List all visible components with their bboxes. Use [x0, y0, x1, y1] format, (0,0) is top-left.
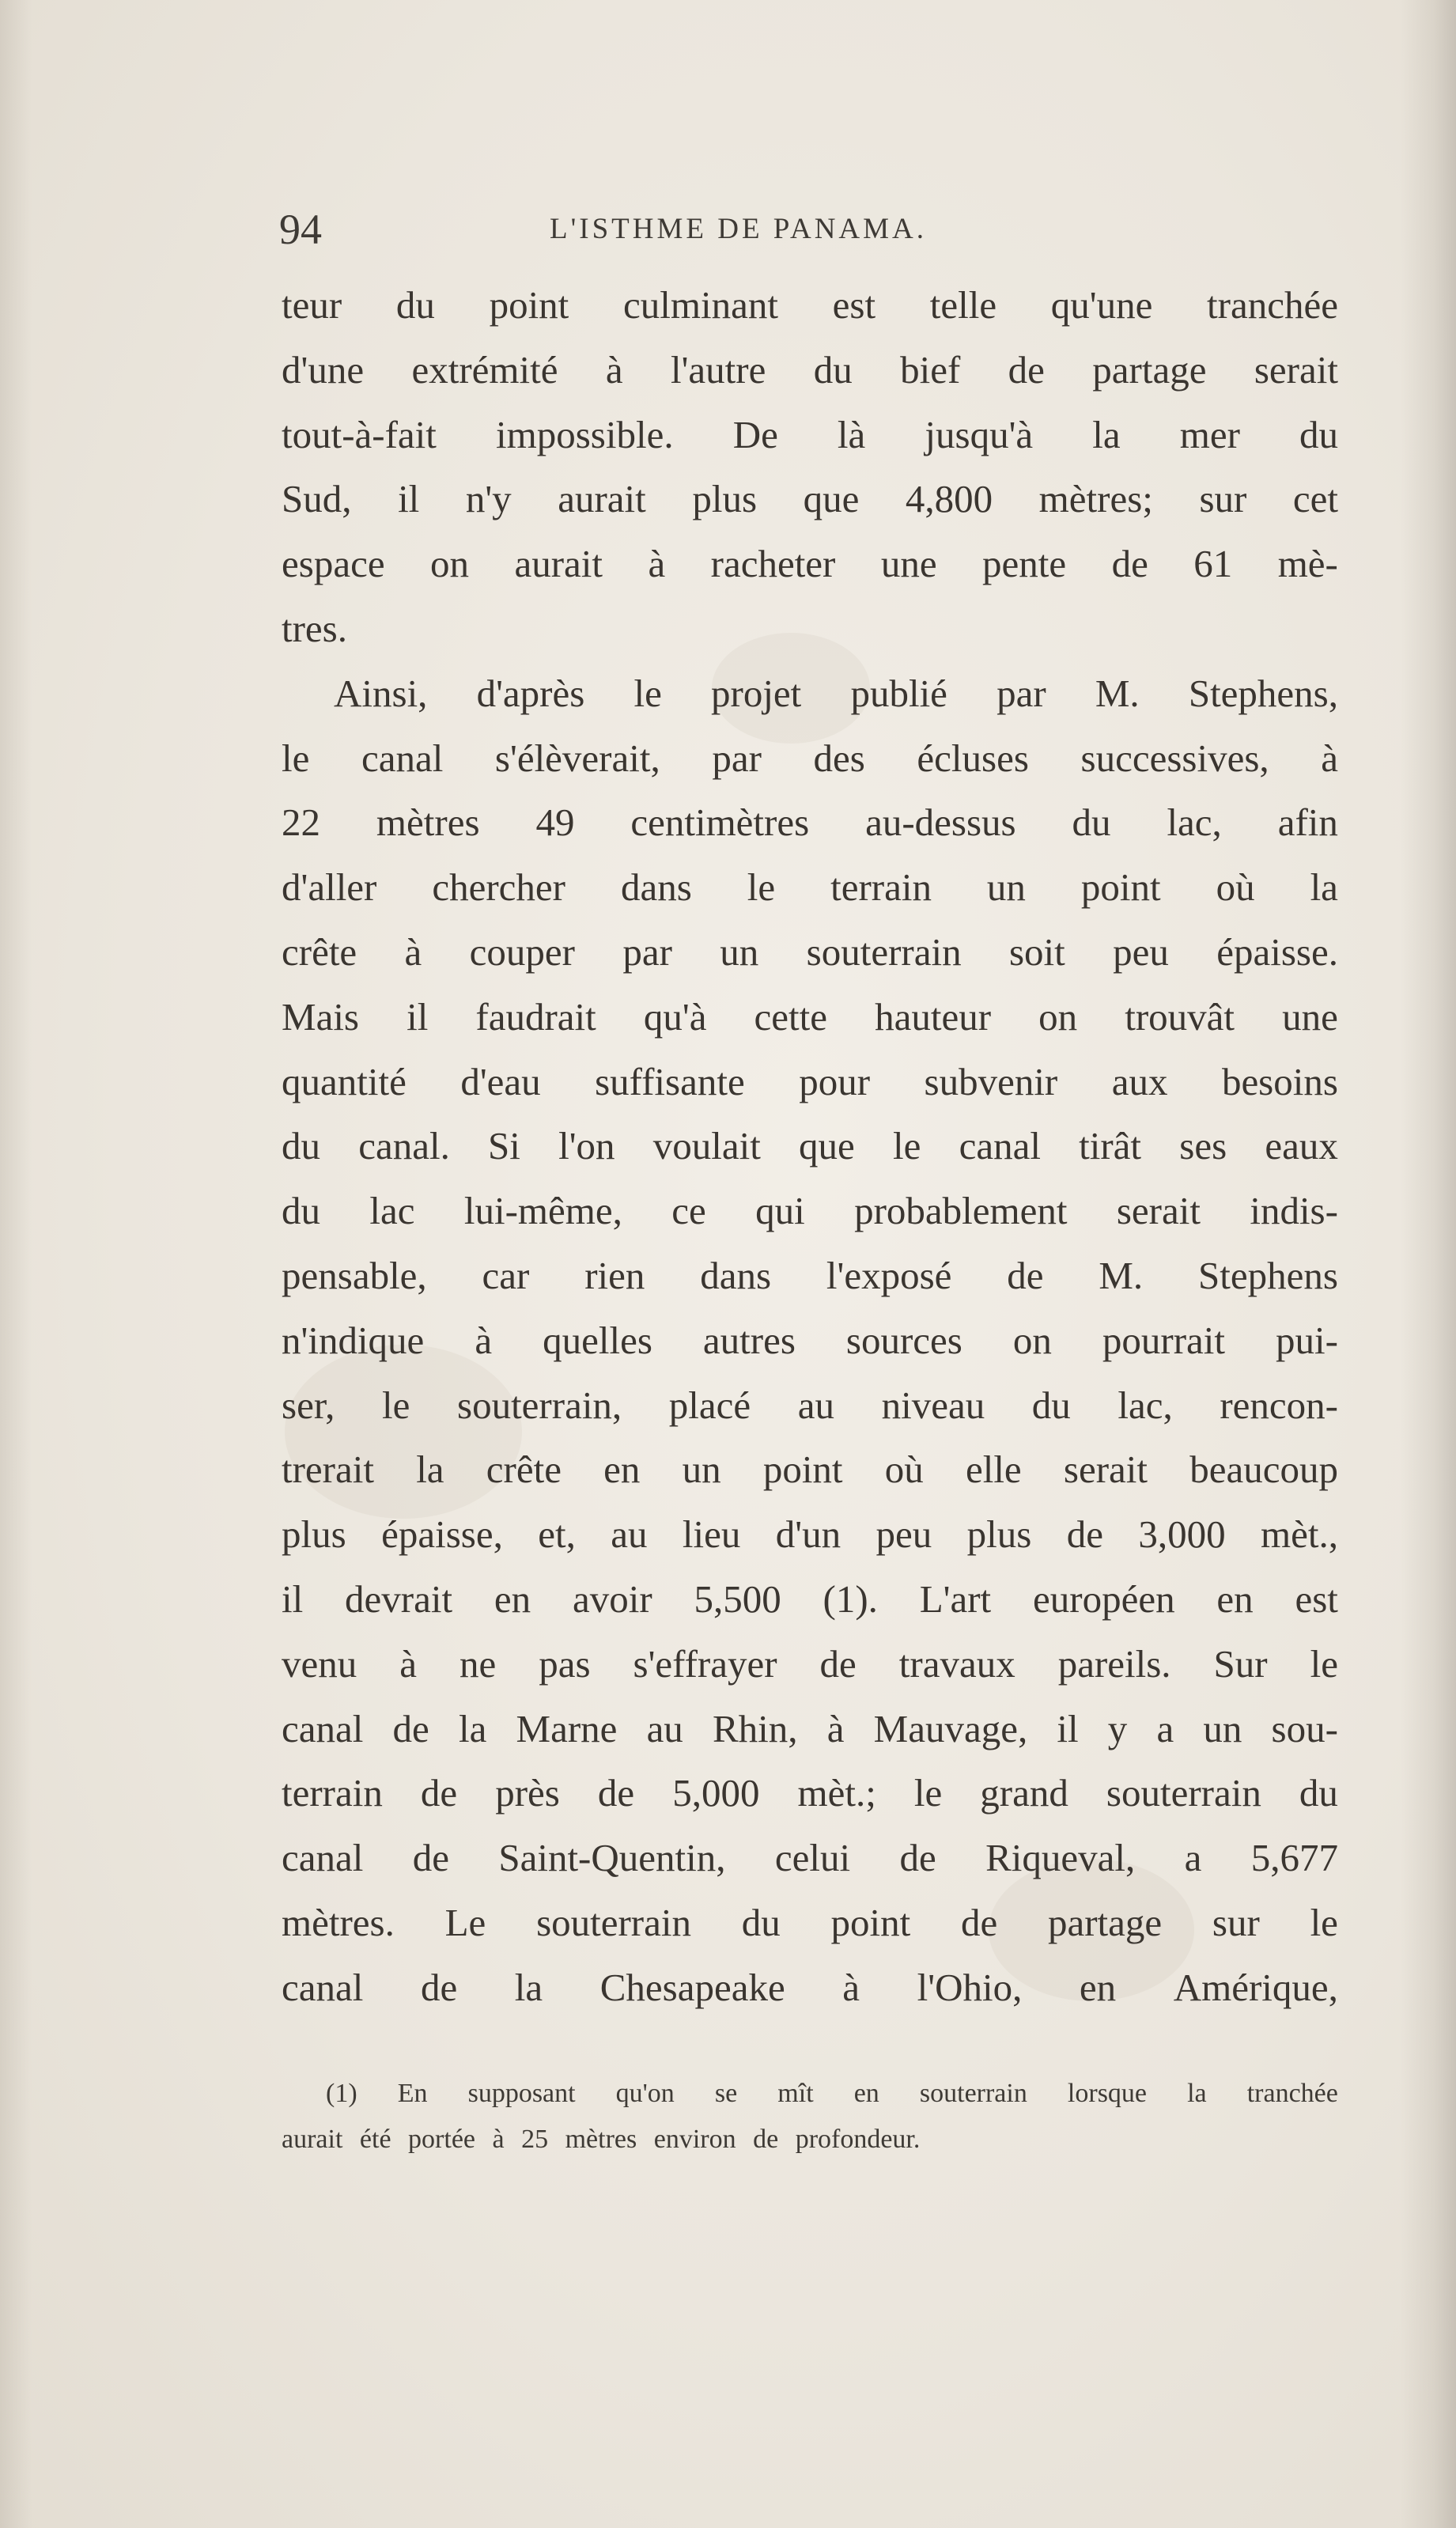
word: le: [382, 1383, 410, 1427]
word: Mais: [282, 994, 359, 1039]
word: aurait: [514, 542, 603, 586]
word: 3,000: [1138, 1512, 1226, 1557]
running-header: [279, 198, 1339, 261]
word: celui: [774, 1836, 851, 1880]
text-line: [282, 1050, 1338, 1115]
word: à: [648, 542, 666, 586]
word: lui-même,: [463, 1189, 622, 1233]
text-line: [282, 403, 1338, 467]
text-line: [282, 855, 1338, 920]
word: d'après: [476, 671, 585, 715]
word: de: [420, 1965, 458, 2009]
word: lieu: [682, 1512, 741, 1557]
word: la: [416, 1448, 444, 1492]
word: un: [1203, 1706, 1242, 1750]
word: été: [359, 2125, 391, 2154]
word: que: [799, 1124, 855, 1168]
word: tirât: [1079, 1124, 1142, 1168]
word: peu: [875, 1512, 932, 1557]
word: souterrain: [1106, 1771, 1261, 1815]
word: grand: [980, 1771, 1068, 1815]
word: Stephens: [1198, 1253, 1338, 1297]
word: cette: [754, 994, 828, 1039]
word: à: [1321, 736, 1338, 780]
footnote-line: [282, 2071, 1338, 2117]
word: une: [1282, 994, 1338, 1039]
word: Marne: [516, 1706, 618, 1750]
word: 25: [521, 2125, 549, 2154]
word: ser,: [282, 1383, 335, 1427]
word: le: [913, 1771, 943, 1815]
word: à: [404, 929, 422, 974]
word: de: [597, 1771, 635, 1815]
word: tres.: [282, 606, 347, 650]
word: teur: [282, 283, 342, 327]
word: qui: [755, 1189, 805, 1233]
word: épaisse,: [381, 1512, 503, 1557]
word: crête: [282, 929, 357, 974]
word: à: [842, 1965, 860, 2009]
word: la: [1187, 2079, 1207, 2108]
word: de: [899, 1836, 936, 1880]
word: supposant: [467, 2079, 576, 2108]
word: l'Ohio,: [917, 1965, 1023, 2009]
word: tranchée: [1207, 283, 1338, 327]
word: environ: [653, 2125, 736, 2154]
text-line: [282, 1502, 1338, 1567]
word: il: [407, 994, 429, 1039]
word: de: [960, 1900, 998, 1944]
word: espace: [282, 542, 385, 586]
word: épaisse.: [1216, 929, 1338, 974]
word: chercher: [432, 865, 565, 910]
word: terrain: [282, 1771, 383, 1815]
word: mer: [1179, 412, 1240, 456]
text-line: [282, 1890, 1338, 1955]
word: trerait: [282, 1448, 374, 1492]
word: d'une: [282, 347, 365, 392]
word: 5,500: [694, 1576, 781, 1621]
word: Sud,: [282, 477, 352, 521]
word: pareils.: [1057, 1641, 1171, 1686]
word: mètres;: [1038, 477, 1153, 521]
text-line: [282, 1826, 1338, 1890]
word: quantité: [282, 1059, 407, 1103]
text-line: [282, 1308, 1338, 1373]
word: canal: [282, 1706, 364, 1750]
word: aurait: [558, 477, 646, 521]
word: européen: [1033, 1576, 1175, 1621]
word: publié: [850, 671, 947, 715]
word: Ainsi,: [334, 671, 428, 715]
word: et,: [538, 1512, 576, 1557]
word: mètres: [565, 2125, 637, 2154]
word: canal.: [358, 1124, 450, 1168]
word: que: [803, 477, 860, 521]
footnote: [282, 2071, 1338, 2163]
word: pensable,: [282, 1253, 427, 1297]
word: la: [458, 1706, 487, 1750]
word: venu: [282, 1641, 357, 1686]
text-line: [282, 467, 1338, 532]
word: cet: [1292, 477, 1338, 521]
word: l'on: [558, 1124, 615, 1168]
text-line: [282, 273, 1338, 338]
word: on: [1012, 1318, 1052, 1362]
word: ses: [1179, 1124, 1227, 1168]
word: avoir: [572, 1576, 652, 1621]
word: L'art: [919, 1576, 992, 1621]
word: mè-: [1277, 542, 1338, 586]
word: d'un: [775, 1512, 841, 1557]
word: aurait: [282, 2125, 343, 2154]
footnote-line: [282, 2117, 1338, 2163]
word: canal: [959, 1124, 1041, 1168]
text-line: [282, 596, 1338, 661]
text-line: [282, 726, 1338, 791]
word: l'exposé: [826, 1253, 952, 1297]
word: a: [1156, 1706, 1174, 1750]
word: probablement: [854, 1189, 1068, 1233]
word: point: [489, 283, 569, 327]
word: la: [514, 1965, 543, 2009]
word: lorsque: [1067, 2079, 1148, 2108]
word: le: [747, 865, 776, 910]
page-number: 94: [279, 206, 322, 253]
word: Riqueval,: [985, 1836, 1136, 1880]
word: de: [1007, 1253, 1044, 1297]
word: n'indique: [282, 1318, 425, 1362]
word: besoins: [1221, 1059, 1338, 1103]
word: un: [682, 1448, 721, 1492]
word: n'y: [465, 477, 512, 521]
word: le: [1310, 1900, 1338, 1944]
word: de: [1111, 542, 1148, 586]
word: Sur: [1213, 1641, 1268, 1686]
word: le: [893, 1124, 921, 1168]
word: un: [720, 929, 759, 974]
word: pour: [799, 1059, 871, 1103]
word: du: [741, 1900, 781, 1944]
word: quelles: [543, 1318, 652, 1362]
word: Mauvage,: [873, 1706, 1028, 1750]
word: rencon-: [1220, 1383, 1338, 1427]
word: sur: [1199, 477, 1247, 521]
word: Rhin,: [712, 1706, 798, 1750]
word: dans: [700, 1253, 772, 1297]
word: il: [398, 477, 420, 521]
word: canal: [282, 1965, 364, 2009]
text-line: [282, 1567, 1338, 1632]
word: du: [282, 1124, 320, 1168]
word: se: [714, 2079, 738, 2108]
word: où: [884, 1448, 924, 1492]
word: 4,800: [905, 477, 993, 521]
word: peu: [1113, 929, 1169, 974]
word: Si: [488, 1124, 520, 1168]
word: niveau: [881, 1383, 985, 1427]
word: la: [1310, 865, 1338, 910]
word: il: [1057, 1706, 1079, 1750]
word: serait: [1063, 1448, 1148, 1492]
word: d'aller: [282, 865, 377, 910]
word: une: [880, 542, 937, 586]
text-line: [282, 1437, 1338, 1502]
word: du: [1299, 412, 1338, 456]
word: là: [837, 412, 866, 456]
word: indis-: [1250, 1189, 1338, 1233]
word: par: [712, 736, 762, 780]
word: bief: [900, 347, 961, 392]
word: le: [633, 671, 662, 715]
word: le: [282, 736, 310, 780]
word: En: [397, 2079, 428, 2108]
word: à: [492, 2125, 505, 2154]
word: ne: [459, 1641, 497, 1686]
word: en: [603, 1448, 641, 1492]
word: de: [753, 2125, 779, 2154]
word: soit: [1008, 929, 1065, 974]
text-line: [282, 338, 1338, 403]
word: s'élèverait,: [494, 736, 660, 780]
word: par: [622, 929, 672, 974]
word: pas: [539, 1641, 591, 1686]
word: dans: [620, 865, 692, 910]
word: pui-: [1276, 1318, 1338, 1362]
word: hauteur: [875, 994, 992, 1039]
word: point: [1080, 865, 1161, 910]
word: serait: [1254, 347, 1338, 392]
text-line: [282, 1114, 1338, 1179]
word: un: [986, 865, 1026, 910]
word: est: [832, 283, 876, 327]
word: de: [819, 1641, 857, 1686]
word: impossible.: [496, 412, 674, 456]
word: de: [1066, 1512, 1103, 1557]
word: Le: [444, 1900, 486, 1944]
word: en: [853, 2079, 879, 2108]
word: lac,: [1167, 800, 1222, 845]
word: eaux: [1265, 1124, 1338, 1168]
word: souterrain: [919, 2079, 1027, 2108]
word: point: [830, 1900, 911, 1944]
body-text: [282, 273, 1338, 2020]
text-line: [282, 661, 1338, 726]
word: souterrain: [536, 1900, 691, 1944]
word: au: [797, 1383, 834, 1427]
word: on: [430, 542, 470, 586]
word: par: [997, 671, 1046, 715]
word: ce: [671, 1189, 706, 1233]
word: successives,: [1080, 736, 1269, 780]
word: de: [392, 1706, 429, 1750]
word: on: [1038, 994, 1078, 1039]
word: sur: [1212, 1900, 1260, 1944]
word: en: [494, 1576, 531, 1621]
word: de: [420, 1771, 458, 1815]
word: à: [475, 1318, 493, 1362]
word: 5,000: [672, 1771, 760, 1815]
text-line: [282, 1955, 1338, 2020]
word: profondeur.: [795, 2125, 921, 2154]
word: culminant: [622, 283, 778, 327]
text-line: [282, 532, 1338, 596]
word: beaucoup: [1189, 1448, 1338, 1492]
word: sources: [845, 1318, 962, 1362]
word: Amérique,: [1173, 1965, 1338, 2009]
word: centimètres: [630, 800, 810, 845]
word: devrait: [345, 1576, 453, 1621]
word: à: [826, 1706, 845, 1750]
running-title: L'ISTHME DE PANAMA.: [550, 213, 928, 245]
word: faudrait: [475, 994, 596, 1039]
word: qu'on: [615, 2079, 675, 2108]
word: Chesapeake: [599, 1965, 785, 2009]
word: subvenir: [924, 1059, 1058, 1103]
word: trouvât: [1125, 994, 1235, 1039]
word: car: [482, 1253, 530, 1297]
word: mèt.,: [1260, 1512, 1338, 1557]
word: des: [813, 736, 865, 780]
word: racheter: [710, 542, 836, 586]
text-line: [282, 1761, 1338, 1826]
word: jusqu'à: [925, 412, 1034, 456]
word: voulait: [652, 1124, 761, 1168]
word: telle: [929, 283, 997, 327]
word: extrémité: [411, 347, 558, 392]
word: autres: [702, 1318, 796, 1362]
word: 61: [1193, 542, 1233, 586]
word: partage: [1092, 347, 1207, 392]
word: Saint-Quentin,: [498, 1836, 726, 1880]
word: mètres.: [282, 1900, 395, 1944]
word: du: [282, 1189, 320, 1233]
word: sou-: [1271, 1706, 1338, 1750]
word: terrain: [830, 865, 932, 910]
text-line: [282, 920, 1338, 985]
word: à: [605, 347, 623, 392]
word: où: [1216, 865, 1255, 910]
word: point: [762, 1448, 843, 1492]
word: pourrait: [1102, 1318, 1226, 1362]
text-line: [282, 985, 1338, 1050]
word: de: [1008, 347, 1045, 392]
text-line: [282, 1179, 1338, 1243]
word: 5,677: [1250, 1836, 1338, 1880]
text-line: [282, 790, 1338, 855]
word: lac,: [1118, 1383, 1173, 1427]
word: qu'à: [643, 994, 707, 1039]
word: plus: [282, 1512, 346, 1557]
word: tranchée: [1246, 2079, 1338, 2108]
word: suffisante: [595, 1059, 745, 1103]
word: afin: [1277, 800, 1338, 845]
word: (1).: [823, 1576, 878, 1621]
word: rien: [584, 1253, 645, 1297]
word: du: [395, 283, 435, 327]
word: écluses: [917, 736, 1029, 780]
word: d'eau: [460, 1059, 541, 1103]
word: mît: [777, 2079, 814, 2108]
word: du: [1299, 1771, 1338, 1815]
word: M.: [1099, 1253, 1144, 1297]
word: 49: [535, 800, 575, 845]
text-line: [282, 1632, 1338, 1697]
word: tout-à-fait: [282, 412, 437, 456]
word: souterrain: [806, 929, 962, 974]
word: pente: [982, 542, 1067, 586]
word: la: [1092, 412, 1121, 456]
word: (1): [326, 2079, 357, 2108]
word: s'effrayer: [633, 1641, 777, 1686]
word: à: [399, 1641, 417, 1686]
word: canal: [361, 736, 444, 780]
word: le: [1310, 1641, 1338, 1686]
word: couper: [469, 929, 575, 974]
word: plus: [692, 477, 758, 521]
word: placé: [668, 1383, 751, 1427]
word: l'autre: [670, 347, 766, 392]
word: en: [1079, 1965, 1117, 2009]
word: près: [495, 1771, 560, 1815]
word: portée: [408, 2125, 475, 2154]
word: 22: [282, 800, 320, 845]
word: du: [1031, 1383, 1071, 1427]
word: au: [611, 1512, 648, 1557]
word: y: [1107, 1706, 1128, 1750]
spine-shadow: [1401, 0, 1456, 2528]
word: canal: [282, 1836, 364, 1880]
word: elle: [965, 1448, 1022, 1492]
word: au: [646, 1706, 683, 1750]
word: De: [732, 412, 778, 456]
word: projet: [711, 671, 802, 715]
word: aux: [1111, 1059, 1168, 1103]
word: M.: [1095, 671, 1140, 715]
word: mètres: [376, 800, 480, 845]
word: qu'une: [1050, 283, 1153, 327]
page-edge-shading: [0, 0, 32, 2528]
text-line: [282, 1697, 1338, 1762]
word: souterrain,: [457, 1383, 622, 1427]
word: au-dessus: [865, 800, 1016, 845]
word: serait: [1116, 1189, 1201, 1233]
word: partage: [1047, 1900, 1163, 1944]
word: travaux: [898, 1641, 1015, 1686]
word: il: [282, 1576, 304, 1621]
word: a: [1184, 1836, 1202, 1880]
word: du: [813, 347, 853, 392]
text-line: [282, 1373, 1338, 1438]
word: Stephens,: [1188, 671, 1338, 715]
word: de: [412, 1836, 449, 1880]
word: du: [1072, 800, 1111, 845]
word: en: [1216, 1576, 1254, 1621]
word: lac: [369, 1189, 415, 1233]
word: mèt.;: [797, 1771, 876, 1815]
word: est: [1295, 1576, 1338, 1621]
word: plus: [966, 1512, 1032, 1557]
text-line: [282, 1243, 1338, 1308]
word: crête: [486, 1448, 562, 1492]
